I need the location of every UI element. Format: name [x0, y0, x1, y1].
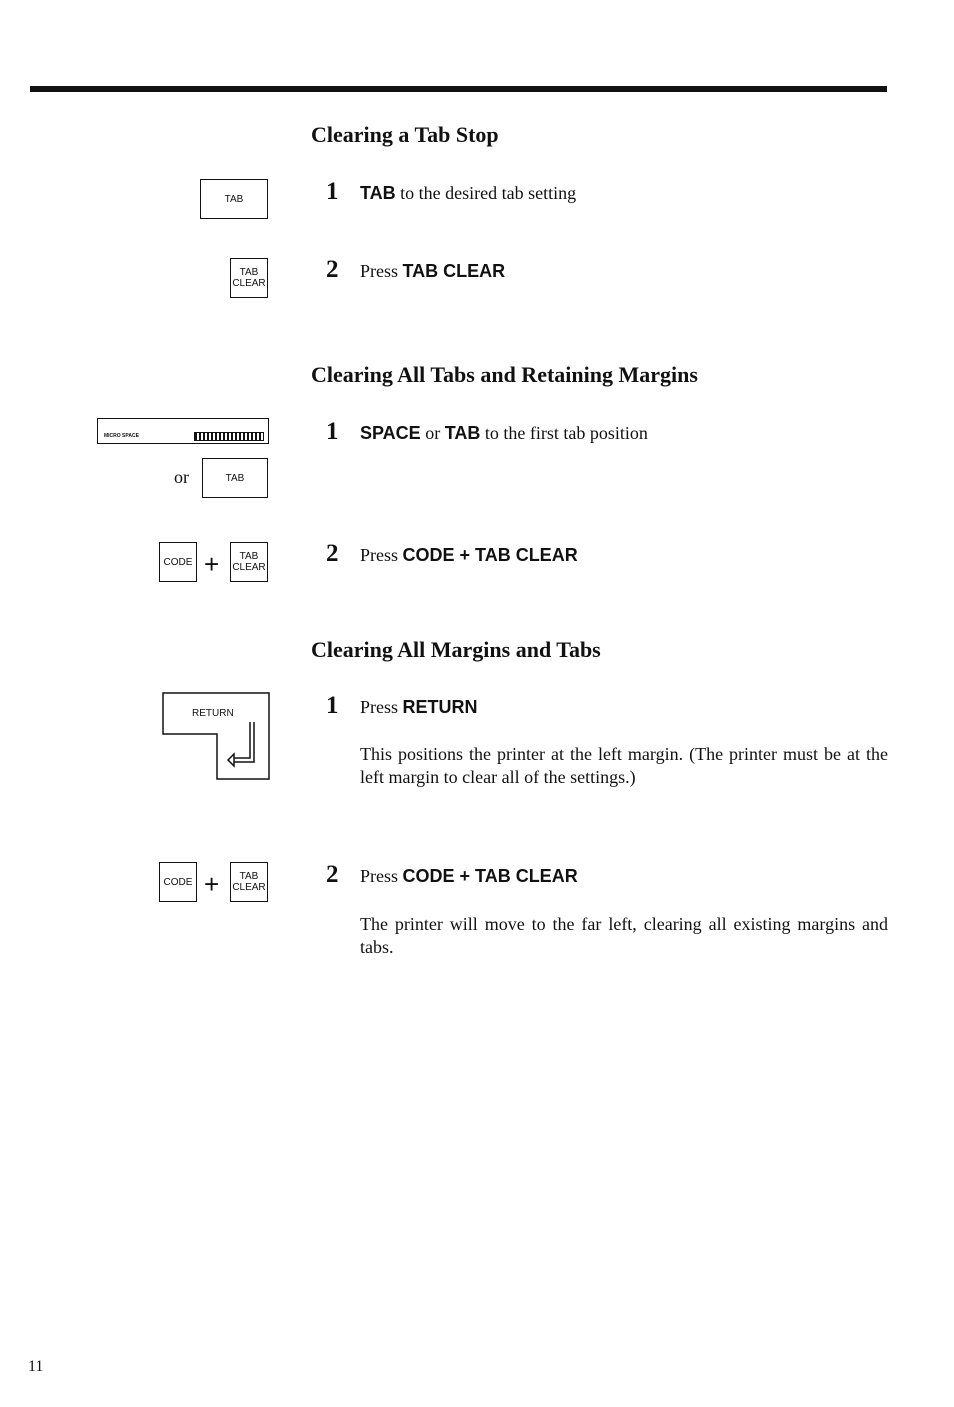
return-key-outline	[162, 692, 270, 780]
code-key-icon	[159, 862, 197, 902]
step-keyword: TAB CLEAR	[402, 261, 506, 281]
or-label: or	[174, 467, 189, 487]
plus-icon: +	[204, 869, 220, 899]
tab-clear-key-bottom: CLEAR	[232, 278, 266, 289]
section3-step2	[326, 861, 578, 889]
step-keyword: CODE + TAB CLEAR	[402, 866, 578, 886]
step-number: 2	[326, 540, 339, 567]
step-keyword: TAB	[444, 423, 481, 443]
tab-key-icon	[200, 179, 268, 219]
plus-icon: +	[204, 549, 220, 579]
section3-step2-description: The printer will move to the far left, clearing all existing margins and tabs.	[360, 914, 888, 957]
step-number: 1	[326, 692, 339, 719]
permanent-space-label	[194, 432, 264, 441]
step-keyword: CODE + TAB CLEAR	[402, 545, 578, 565]
return-key-label: RETURN	[192, 708, 234, 719]
step-text: Press	[360, 545, 399, 565]
tab-clear-key-bottom: CLEAR	[232, 882, 266, 893]
step-text: Press	[360, 866, 399, 886]
tab-clear-key-top: TAB	[239, 871, 259, 882]
step-number: 2	[326, 861, 339, 888]
step-number: 2	[326, 256, 339, 283]
section1-step1	[326, 178, 576, 206]
step-text: to the first tab position	[484, 423, 648, 443]
space-bar-icon	[97, 418, 269, 444]
tab-clear-key-icon	[230, 542, 268, 582]
step-keyword: SPACE	[360, 423, 421, 443]
step-number: 1	[326, 178, 339, 205]
section3-step1-description: This positions the printer at the left margin. (The printer must be at the left margin to clear all of the settings.)	[360, 744, 888, 787]
micro-space-label: MICRO SPACE	[104, 433, 139, 439]
code-key-icon	[159, 542, 197, 582]
step-text: to the desired tab setting	[400, 183, 577, 203]
page-number: 11	[28, 1358, 44, 1375]
section2-step1	[326, 418, 648, 446]
heading-clearing-all-margins-and-tabs: Clearing All Margins and Tabs	[311, 637, 601, 662]
return-key-icon	[162, 692, 270, 780]
step-keyword: TAB	[360, 183, 396, 203]
tab-clear-key-bottom: CLEAR	[232, 562, 266, 573]
section2-step2	[326, 540, 578, 568]
tab-clear-key-icon	[230, 258, 268, 298]
heading-clearing-all-tabs-retaining-margins: Clearing All Tabs and Retaining Margins	[311, 362, 698, 387]
tab-clear-key-icon	[230, 862, 268, 902]
step-or: or	[425, 423, 441, 443]
tab-key-label: TAB	[225, 472, 245, 484]
heading-clearing-tab-stop: Clearing a Tab Stop	[311, 122, 499, 147]
tab-key-icon	[202, 458, 268, 498]
tab-clear-key-top: TAB	[239, 551, 259, 562]
step-number: 1	[326, 418, 339, 445]
code-key-label: CODE	[163, 556, 193, 568]
tab-key-label: TAB	[224, 193, 244, 205]
step-text: Press	[360, 261, 399, 281]
code-key-label: CODE	[163, 876, 193, 888]
section3-step1	[326, 692, 478, 720]
top-rule	[30, 86, 887, 92]
step-keyword: RETURN	[402, 697, 478, 717]
step-text: Press	[360, 697, 399, 717]
tab-clear-key-top: TAB	[239, 267, 259, 278]
section1-step2	[326, 256, 505, 284]
